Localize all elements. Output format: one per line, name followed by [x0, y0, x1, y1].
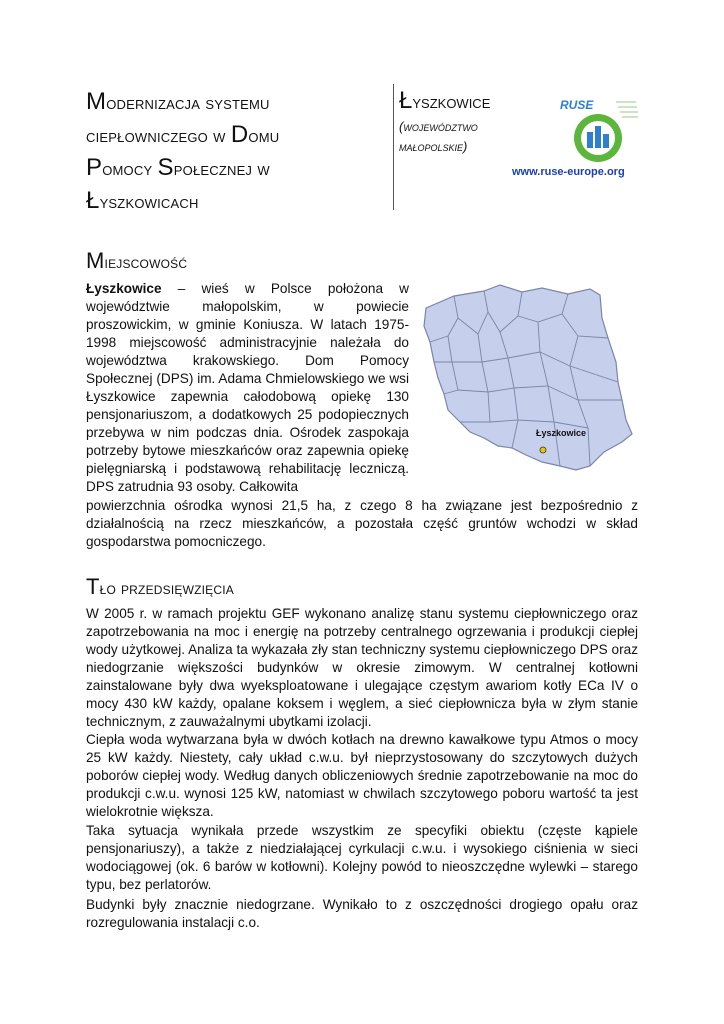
location-region	[399, 117, 559, 157]
section1-cap: M	[86, 248, 105, 273]
background-paragraph-3: Taka sytuacja wynikała przede wszystkim ze specyfiki obiektu (częste kąpiele pensjonariuszy), a także z niedziałającej cyrkulacji c.w.u. i wysokiego ciśnienia w sieci wodociągowej (ok. 6 barów w kotłowni). Kolejny powód to nieoszczędne wylewki – starego typu, bez perlatorów.	[86, 823, 638, 892]
title-part-3: omu	[248, 126, 280, 146]
logo-text: RUSE	[560, 98, 594, 112]
ruse-logo	[558, 96, 640, 168]
region-line-2: małopolskie)	[399, 139, 468, 154]
location-paragraph-continued: powierzchnia ośrodka wynosi 21,5 ha, z czego 8 ha związane jest bezpośrednio z działalnością na rzecz mieszkańców, a pozostała część gruntów wchodzi w skład gospodarstwa pomocniczego.	[86, 498, 638, 549]
section2-cap: T	[86, 574, 100, 599]
section-heading-background	[86, 574, 234, 600]
title-part-2: ciepłowniczego w	[86, 126, 231, 146]
poland-map	[418, 282, 648, 476]
title-cap-1: M	[86, 88, 107, 115]
map-location-label: Łyszkowice	[536, 428, 587, 438]
background-paragraph-1: W 2005 r. w ramach projektu GEF wykonano analizę stanu systemu ciepłowniczego oraz zapotrzebowania na moc i energię na potrzeby centralnego ogrzewania i produkcji ciepłej wody użytkowej. Analiza ta wykazała zły stan techniczny systemu ciepłowniczego DPS oraz niedogrzanie większości budynków w okresie zimowym. W centralnej kotłowni zainstalowane były dwa wyeksploatowane i ulegające częstym awariom kotły ECa IV o mocy 430 kW każdy, opalane koksem i węglem, a sieć ciepłownicza była w złym stanie technicznym, z zauważalnymi ubytkami izolacji.	[86, 606, 638, 729]
section-heading-location	[86, 248, 187, 274]
document-title-block	[86, 86, 386, 218]
location-marker-icon	[540, 447, 546, 453]
location-paragraph-text: – wieś w Polsce położona w województwie małopolskim, w powiecie proszowickim, w gminie Koniusza. W latach 1975-1998 miejscowość administracyjnie należała do województwa krakowskiego. Dom Pomocy Społecznej (DPS) im. Adama Chmielowskiego we wsi Łyszkowice zapewnia całodobową opiekę 130 pensjonariuszom, a dodatkowych 25 podopiecznych przebywa w nim podczas dnia. Ośrodek zaspokaja potrzeby bytowe mieszkańców oraz zapewnia opiekę pielęgniarską i podstawową rehabilitację leczniczą. DPS zatrudnia 93 osoby. Całkowita	[86, 281, 409, 494]
lead-bold: Łyszkowice	[86, 281, 162, 296]
title-part-1: odernizacja systemu	[106, 93, 270, 113]
title-cap-3: D	[230, 121, 249, 148]
region-line-1: (województwo	[399, 119, 478, 134]
title-cap-5: S	[157, 154, 174, 181]
title-divider	[393, 84, 394, 210]
title-cap-4: P	[86, 154, 103, 181]
section1-rest: iejscowość	[104, 253, 188, 272]
location-paragraph	[86, 280, 409, 496]
document-title	[86, 86, 386, 218]
location-rest: yszkowice	[412, 92, 491, 112]
background-paragraph-2: Ciepła woda wytwarzana była w dwóch kotłach na drewno kawałkowe typu Atmos o mocy 25 kW każdy. Niestety, cały układ c.w.u. był nieprzystosowany do szczytowych dużych poborów ciepłej wody. Według danych obliczeniowych średnie zapotrzebowanie na moc do produkcji c.w.u. wynosi 125 kW, natomiast w chwilach szczytowego poboru wartość ta jest wielokrotnie większa.	[86, 732, 638, 819]
title-cap-6: Ł	[86, 187, 100, 214]
location-block	[399, 88, 559, 157]
background-paragraph-4: Budynki były znacznie niedogrzane. Wynikało to z oszczędności drogiego opału oraz rozregulowania instalacji c.o.	[86, 897, 638, 930]
title-part-6: yszkowicach	[99, 192, 199, 212]
title-part-5: połecznej w	[173, 159, 270, 179]
section2-rest: ło przedsięwzięcia	[99, 579, 234, 598]
title-part-4: omocy	[102, 159, 158, 179]
location-cap: Ł	[399, 87, 413, 114]
website-link[interactable]: www.ruse-europe.org	[512, 166, 625, 178]
location-name	[399, 88, 559, 115]
